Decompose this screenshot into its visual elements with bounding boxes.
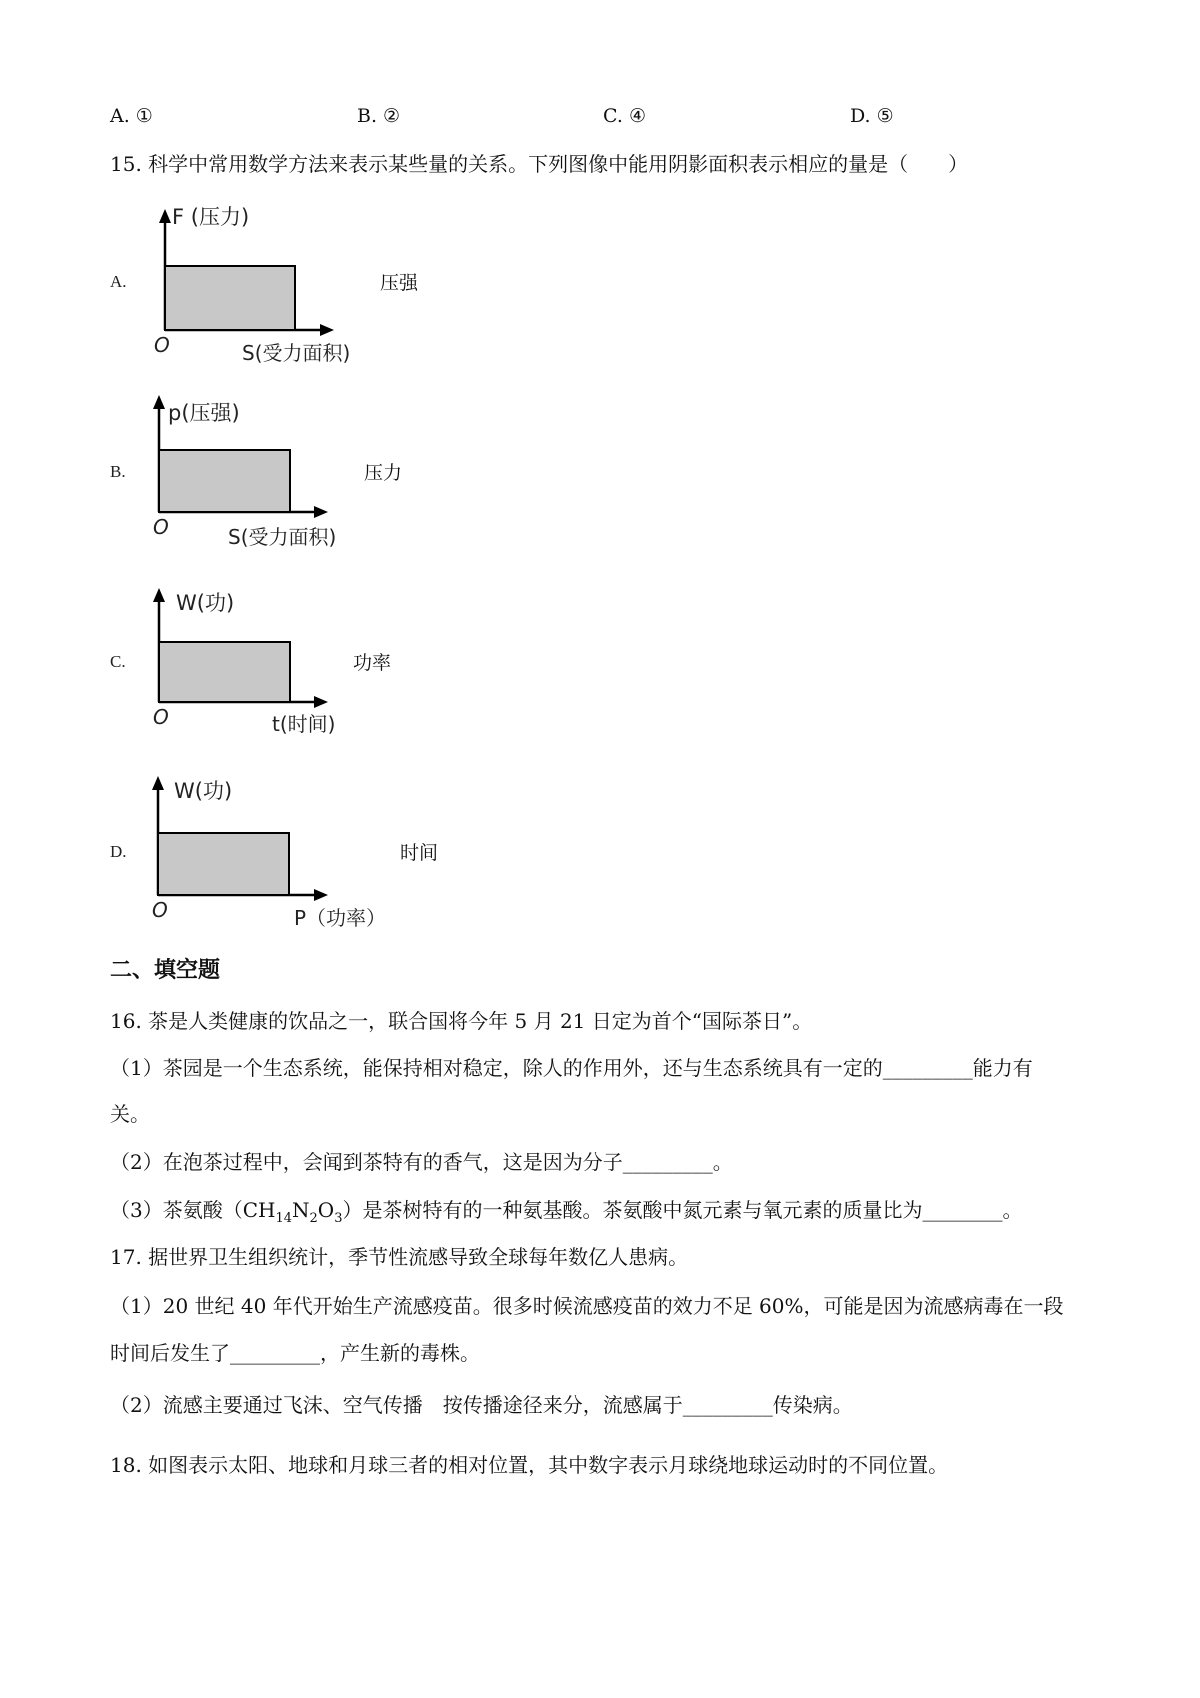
option-c-answer: 功率 <box>353 652 392 674</box>
question-16-part2: （2）在泡茶过程中，会闻到茶特有的香气，这是因为分子_________。 <box>110 1150 733 1174</box>
option-b-letter: B. <box>110 462 126 481</box>
origin-label: O <box>152 898 168 922</box>
question-15-stem: 15. 科学中常用数学方法来表示某些量的关系。下列图像中能用阴影面积表示相应的量是（ ） <box>110 152 969 176</box>
option-c-letter: C. <box>110 652 126 671</box>
option-b: B. ② <box>357 105 401 127</box>
option-d-answer: 时间 <box>400 842 439 864</box>
question-17-part1-line2: 时间后发生了_________，产生新的毒株。 <box>110 1341 480 1365</box>
x-axis-label: S(受力面积) <box>228 525 337 549</box>
y-axis-label: W(功) <box>176 591 235 615</box>
origin-label: O <box>153 705 169 729</box>
graph-d <box>150 775 410 940</box>
option-a-letter: A. <box>110 272 127 291</box>
y-axis-label: F (压力) <box>172 205 250 229</box>
option-d-letter: D. <box>110 842 127 861</box>
question-16-stem: 16. 茶是人类健康的饮品之一，联合国将今年 5 月 21 日定为首个“国际茶日”。 <box>110 1009 813 1033</box>
section-title: 二、填空题 <box>110 958 221 983</box>
option-d: D. ⑤ <box>850 105 894 127</box>
origin-label: O <box>153 515 169 539</box>
x-axis-label: P（功率） <box>294 906 387 930</box>
y-axis-label: p(压强) <box>168 401 240 425</box>
question-17-stem: 17. 据世界卫生组织统计，季节性流感导致全球每年数亿人患病。 <box>110 1245 689 1269</box>
graph-a <box>150 205 390 370</box>
option-a: A. ① <box>110 105 153 127</box>
question-16-part3: （3）茶氨酸$(CH_{14}N_2O_3)$是茶树特有的一种氨基酸。茶氨酸中氮元素与氧元素的质量比为________。 <box>110 1198 1023 1226</box>
option-a-answer: 压强 <box>380 272 419 294</box>
origin-label: O <box>154 333 170 357</box>
graph-b <box>150 395 390 560</box>
option-b-answer: 压力 <box>364 462 403 484</box>
y-axis-label: W(功) <box>174 779 233 803</box>
question-17-part2: （2）流感主要通过飞沫、空气传播 按传播途径来分，流感属于_________传染病。 <box>110 1393 853 1417</box>
question-18-stem: 18. 如图表示太阳、地球和月球三者的相对位置，其中数字表示月球绕地球运动时的不同位置。 <box>110 1453 949 1477</box>
x-axis-label: S(受力面积) <box>242 341 351 365</box>
option-c: C. ④ <box>603 105 646 127</box>
x-axis-label: t(时间) <box>272 712 336 736</box>
question-16-part1-line1: （1）茶园是一个生态系统，能保持相对稳定，除人的作用外，还与生态系统具有一定的_________能力有 <box>110 1056 1033 1080</box>
question-17-part1-line1: （1）20 世纪 40 年代开始生产流感疫苗。很多时候流感疫苗的效力不足 60%，可能是因为流感病毒在一段 <box>110 1294 1064 1318</box>
question-16-part1-line2: 关。 <box>110 1102 150 1126</box>
